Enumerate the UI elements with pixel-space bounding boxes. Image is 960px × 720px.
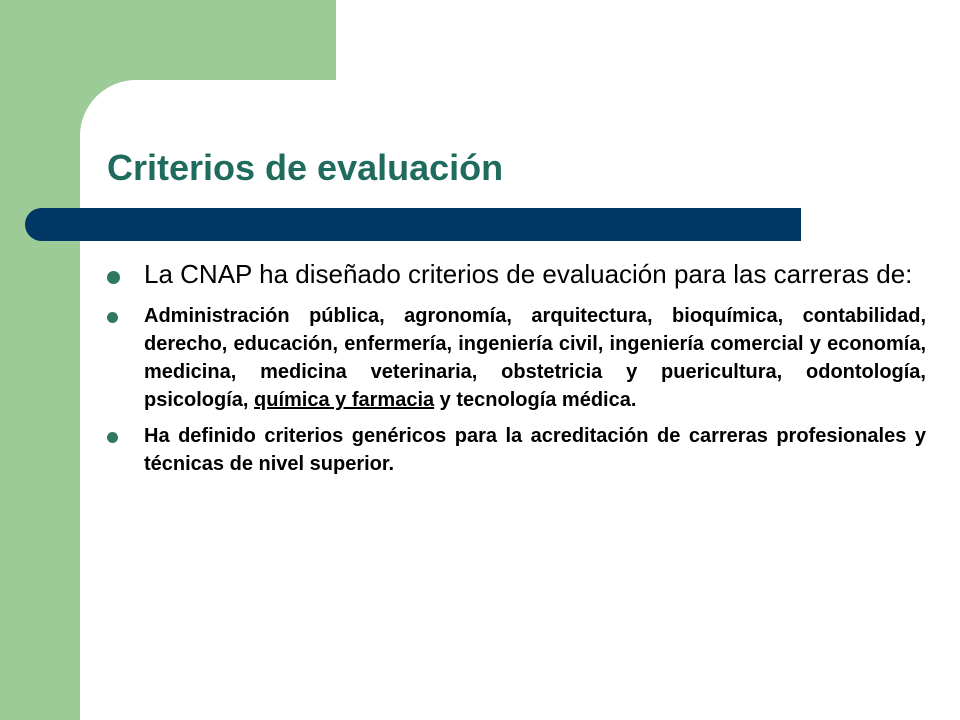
bullet-marker: [107, 271, 120, 284]
bullet-list: [104, 256, 926, 486]
slide-title: Criterios de evaluación: [107, 147, 504, 188]
underlined-career-text: química y farmacia: [254, 389, 435, 411]
bullet-marker: [107, 312, 118, 323]
bullet-text: Ha definido criterios genéricos para la acreditación de carreras profesionales y técnicas de nivel superior.: [144, 425, 926, 475]
bullet-text-after: y tecnología médica.: [434, 389, 637, 411]
bullet-item-intro: [104, 256, 926, 292]
bullet-item-careers: [104, 302, 926, 414]
bullet-item-generic-criteria: [104, 422, 926, 478]
bullet-text: La CNAP ha diseñado criterios de evaluación para las carreras de:: [144, 259, 913, 289]
title-underline-bar: [25, 208, 801, 241]
bullet-marker: [107, 432, 118, 443]
bullet-text-before: Administración pública, agronomía, arquitectura, bioquímica, contabilidad, derecho, educación, enfermería, ingeniería civil, ingeniería comercial y economía, medicina, medicina veterinaria, obstetricia y puericultura, odontología, psicología,: [144, 305, 926, 411]
